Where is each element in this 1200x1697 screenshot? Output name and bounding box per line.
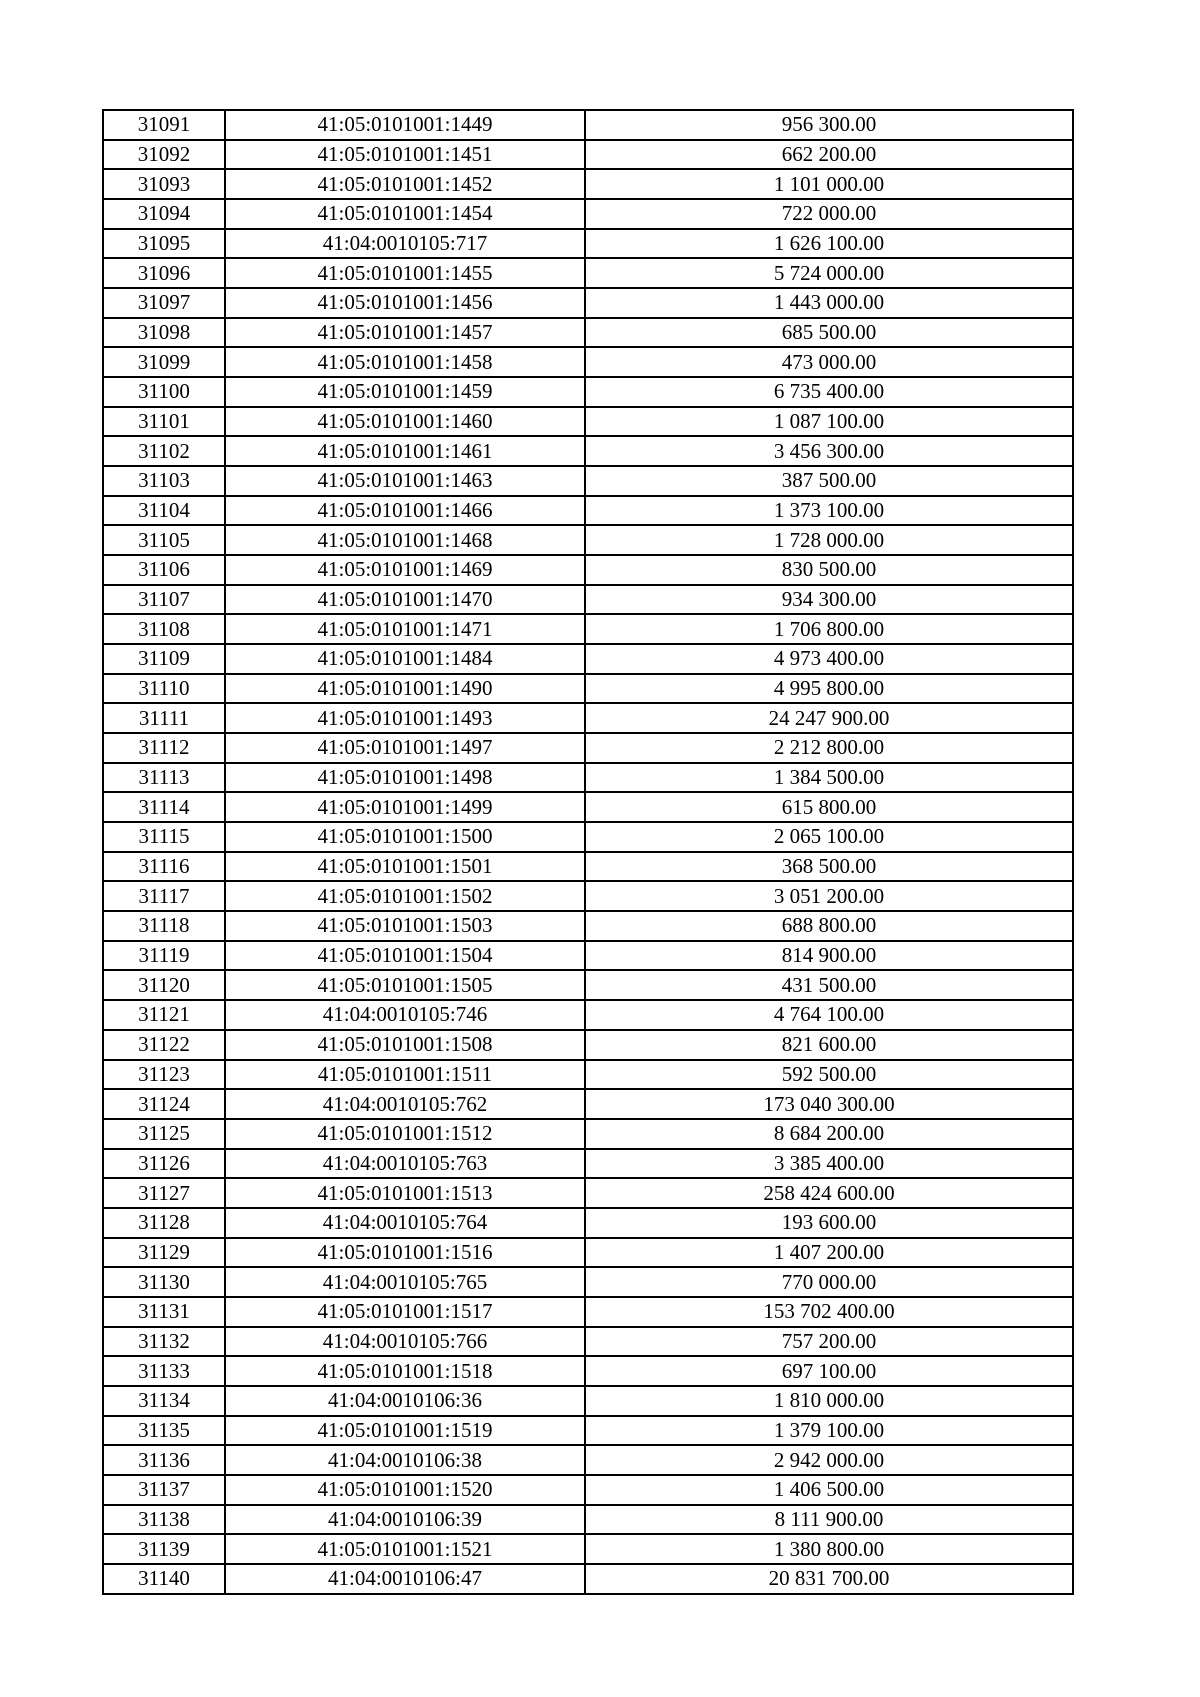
- row-number-cell: 31126: [103, 1149, 225, 1179]
- cadastral-value-cell: 1 443 000.00: [585, 288, 1073, 318]
- cadastral-number-cell: 41:04:0010105:763: [225, 1149, 585, 1179]
- table-row: [103, 1386, 1073, 1416]
- cadastral-number-cell: 41:04:0010106:38: [225, 1445, 585, 1475]
- cadastral-value-table: [102, 109, 1074, 1595]
- cadastral-value-cell: 1 373 100.00: [585, 496, 1073, 526]
- cadastral-value-cell: 592 500.00: [585, 1060, 1073, 1090]
- cadastral-value-cell: 3 456 300.00: [585, 436, 1073, 466]
- row-number-cell: 31096: [103, 258, 225, 288]
- row-number-cell: 31120: [103, 970, 225, 1000]
- row-number-cell: 31123: [103, 1060, 225, 1090]
- cadastral-number-cell: 41:05:0101001:1468: [225, 525, 585, 555]
- row-number-cell: 31097: [103, 288, 225, 318]
- table-row: [103, 1445, 1073, 1475]
- cadastral-number-cell: 41:04:0010106:39: [225, 1505, 585, 1535]
- table-row: [103, 1267, 1073, 1297]
- row-number-cell: 31132: [103, 1327, 225, 1357]
- row-number-cell: 31114: [103, 792, 225, 822]
- cadastral-number-cell: 41:05:0101001:1451: [225, 140, 585, 170]
- table-row: [103, 1000, 1073, 1030]
- cadastral-value-cell: 368 500.00: [585, 852, 1073, 882]
- table-row: [103, 970, 1073, 1000]
- cadastral-value-cell: 615 800.00: [585, 792, 1073, 822]
- table-row: [103, 1416, 1073, 1446]
- table-row: [103, 525, 1073, 555]
- cadastral-value-cell: 6 735 400.00: [585, 377, 1073, 407]
- cadastral-value-cell: 685 500.00: [585, 318, 1073, 348]
- cadastral-number-cell: 41:05:0101001:1457: [225, 318, 585, 348]
- row-number-cell: 31119: [103, 941, 225, 971]
- row-number-cell: 31092: [103, 140, 225, 170]
- cadastral-value-cell: 4 995 800.00: [585, 674, 1073, 704]
- cadastral-number-cell: 41:05:0101001:1490: [225, 674, 585, 704]
- cadastral-value-cell: 1 379 100.00: [585, 1416, 1073, 1446]
- cadastral-value-cell: 697 100.00: [585, 1356, 1073, 1386]
- table-row: [103, 1505, 1073, 1535]
- table-row: [103, 822, 1073, 852]
- cadastral-number-cell: 41:05:0101001:1449: [225, 110, 585, 140]
- table-row: [103, 1238, 1073, 1268]
- cadastral-number-cell: 41:05:0101001:1454: [225, 199, 585, 229]
- row-number-cell: 31137: [103, 1475, 225, 1505]
- table-row: [103, 1089, 1073, 1119]
- cadastral-value-cell: 956 300.00: [585, 110, 1073, 140]
- cadastral-value-cell: 2 942 000.00: [585, 1445, 1073, 1475]
- table-row: [103, 288, 1073, 318]
- cadastral-value-cell: 473 000.00: [585, 347, 1073, 377]
- cadastral-number-cell: 41:05:0101001:1459: [225, 377, 585, 407]
- row-number-cell: 31099: [103, 347, 225, 377]
- table-row: [103, 169, 1073, 199]
- table-row: [103, 140, 1073, 170]
- cadastral-number-cell: 41:05:0101001:1493: [225, 703, 585, 733]
- cadastral-value-cell: 4 973 400.00: [585, 644, 1073, 674]
- table-row: [103, 1119, 1073, 1149]
- row-number-cell: 31103: [103, 466, 225, 496]
- row-number-cell: 31110: [103, 674, 225, 704]
- cadastral-number-cell: 41:05:0101001:1470: [225, 585, 585, 615]
- cadastral-number-cell: 41:05:0101001:1501: [225, 852, 585, 882]
- cadastral-value-cell: 830 500.00: [585, 555, 1073, 585]
- row-number-cell: 31121: [103, 1000, 225, 1030]
- row-number-cell: 31127: [103, 1178, 225, 1208]
- table-row: [103, 347, 1073, 377]
- cadastral-number-cell: 41:04:0010105:764: [225, 1208, 585, 1238]
- table-row: [103, 1475, 1073, 1505]
- table-row: [103, 496, 1073, 526]
- table-body: [103, 110, 1073, 1594]
- cadastral-number-cell: 41:04:0010105:762: [225, 1089, 585, 1119]
- row-number-cell: 31094: [103, 199, 225, 229]
- table-row: [103, 377, 1073, 407]
- cadastral-value-cell: 1 810 000.00: [585, 1386, 1073, 1416]
- table-row: [103, 614, 1073, 644]
- cadastral-value-cell: 1 406 500.00: [585, 1475, 1073, 1505]
- row-number-cell: 31131: [103, 1297, 225, 1327]
- table-row: [103, 674, 1073, 704]
- row-number-cell: 31125: [103, 1119, 225, 1149]
- cadastral-number-cell: 41:05:0101001:1508: [225, 1030, 585, 1060]
- cadastral-value-cell: 5 724 000.00: [585, 258, 1073, 288]
- cadastral-number-cell: 41:05:0101001:1466: [225, 496, 585, 526]
- row-number-cell: 31136: [103, 1445, 225, 1475]
- row-number-cell: 31109: [103, 644, 225, 674]
- cadastral-number-cell: 41:04:0010106:36: [225, 1386, 585, 1416]
- cadastral-value-cell: 814 900.00: [585, 941, 1073, 971]
- cadastral-number-cell: 41:05:0101001:1518: [225, 1356, 585, 1386]
- cadastral-number-cell: 41:05:0101001:1520: [225, 1475, 585, 1505]
- cadastral-number-cell: 41:05:0101001:1502: [225, 881, 585, 911]
- row-number-cell: 31124: [103, 1089, 225, 1119]
- row-number-cell: 31105: [103, 525, 225, 555]
- table-row: [103, 318, 1073, 348]
- cadastral-number-cell: 41:05:0101001:1517: [225, 1297, 585, 1327]
- cadastral-value-cell: 1 407 200.00: [585, 1238, 1073, 1268]
- cadastral-value-cell: 821 600.00: [585, 1030, 1073, 1060]
- cadastral-value-cell: 8 684 200.00: [585, 1119, 1073, 1149]
- row-number-cell: 31128: [103, 1208, 225, 1238]
- row-number-cell: 31091: [103, 110, 225, 140]
- cadastral-value-cell: 722 000.00: [585, 199, 1073, 229]
- cadastral-number-cell: 41:05:0101001:1511: [225, 1060, 585, 1090]
- cadastral-value-cell: 431 500.00: [585, 970, 1073, 1000]
- cadastral-number-cell: 41:05:0101001:1463: [225, 466, 585, 496]
- cadastral-number-cell: 41:05:0101001:1469: [225, 555, 585, 585]
- table-row: [103, 1534, 1073, 1564]
- cadastral-value-cell: 1 087 100.00: [585, 407, 1073, 437]
- table-row: [103, 555, 1073, 585]
- row-number-cell: 31139: [103, 1534, 225, 1564]
- cadastral-number-cell: 41:05:0101001:1497: [225, 733, 585, 763]
- cadastral-value-cell: 688 800.00: [585, 911, 1073, 941]
- row-number-cell: 31116: [103, 852, 225, 882]
- cadastral-number-cell: 41:05:0101001:1456: [225, 288, 585, 318]
- cadastral-number-cell: 41:04:0010106:47: [225, 1564, 585, 1594]
- row-number-cell: 31134: [103, 1386, 225, 1416]
- cadastral-number-cell: 41:05:0101001:1452: [225, 169, 585, 199]
- cadastral-value-cell: 757 200.00: [585, 1327, 1073, 1357]
- row-number-cell: 31140: [103, 1564, 225, 1594]
- row-number-cell: 31095: [103, 229, 225, 259]
- table-row: [103, 1356, 1073, 1386]
- cadastral-value-cell: 8 111 900.00: [585, 1505, 1073, 1535]
- cadastral-number-cell: 41:04:0010105:766: [225, 1327, 585, 1357]
- cadastral-value-cell: 662 200.00: [585, 140, 1073, 170]
- table-row: [103, 466, 1073, 496]
- cadastral-number-cell: 41:05:0101001:1513: [225, 1178, 585, 1208]
- table-row: [103, 852, 1073, 882]
- cadastral-number-cell: 41:05:0101001:1471: [225, 614, 585, 644]
- cadastral-value-cell: 258 424 600.00: [585, 1178, 1073, 1208]
- table-row: [103, 792, 1073, 822]
- cadastral-number-cell: 41:05:0101001:1461: [225, 436, 585, 466]
- table-row: [103, 110, 1073, 140]
- cadastral-value-cell: 1 706 800.00: [585, 614, 1073, 644]
- cadastral-number-cell: 41:05:0101001:1503: [225, 911, 585, 941]
- cadastral-value-cell: 1 728 000.00: [585, 525, 1073, 555]
- row-number-cell: 31115: [103, 822, 225, 852]
- cadastral-value-cell: 387 500.00: [585, 466, 1073, 496]
- cadastral-number-cell: 41:05:0101001:1512: [225, 1119, 585, 1149]
- table-row: [103, 881, 1073, 911]
- cadastral-value-cell: 3 385 400.00: [585, 1149, 1073, 1179]
- table-row: [103, 941, 1073, 971]
- cadastral-value-cell: 20 831 700.00: [585, 1564, 1073, 1594]
- table-row: [103, 1297, 1073, 1327]
- table-row: [103, 1030, 1073, 1060]
- cadastral-value-cell: 2 212 800.00: [585, 733, 1073, 763]
- row-number-cell: 31113: [103, 763, 225, 793]
- row-number-cell: 31102: [103, 436, 225, 466]
- table-row: [103, 1208, 1073, 1238]
- cadastral-value-cell: 3 051 200.00: [585, 881, 1073, 911]
- cadastral-number-cell: 41:04:0010105:746: [225, 1000, 585, 1030]
- cadastral-number-cell: 41:05:0101001:1460: [225, 407, 585, 437]
- cadastral-value-cell: 4 764 100.00: [585, 1000, 1073, 1030]
- cadastral-number-cell: 41:04:0010105:765: [225, 1267, 585, 1297]
- cadastral-number-cell: 41:04:0010105:717: [225, 229, 585, 259]
- table-row: [103, 1149, 1073, 1179]
- table-row: [103, 1327, 1073, 1357]
- row-number-cell: 31129: [103, 1238, 225, 1268]
- row-number-cell: 31135: [103, 1416, 225, 1446]
- row-number-cell: 31112: [103, 733, 225, 763]
- cadastral-value-cell: 1 380 800.00: [585, 1534, 1073, 1564]
- table-row: [103, 644, 1073, 674]
- table-row: [103, 733, 1073, 763]
- row-number-cell: 31093: [103, 169, 225, 199]
- row-number-cell: 31133: [103, 1356, 225, 1386]
- cadastral-value-cell: 153 702 400.00: [585, 1297, 1073, 1327]
- table-row: [103, 229, 1073, 259]
- table-row: [103, 199, 1073, 229]
- table-row: [103, 1060, 1073, 1090]
- row-number-cell: 31138: [103, 1505, 225, 1535]
- row-number-cell: 31111: [103, 703, 225, 733]
- cadastral-value-cell: 1 626 100.00: [585, 229, 1073, 259]
- cadastral-value-cell: 1 101 000.00: [585, 169, 1073, 199]
- row-number-cell: 31130: [103, 1267, 225, 1297]
- cadastral-number-cell: 41:05:0101001:1519: [225, 1416, 585, 1446]
- row-number-cell: 31104: [103, 496, 225, 526]
- cadastral-number-cell: 41:05:0101001:1500: [225, 822, 585, 852]
- row-number-cell: 31101: [103, 407, 225, 437]
- cadastral-number-cell: 41:05:0101001:1499: [225, 792, 585, 822]
- row-number-cell: 31118: [103, 911, 225, 941]
- cadastral-value-cell: 770 000.00: [585, 1267, 1073, 1297]
- cadastral-number-cell: 41:05:0101001:1455: [225, 258, 585, 288]
- table-row: [103, 258, 1073, 288]
- cadastral-number-cell: 41:05:0101001:1521: [225, 1534, 585, 1564]
- cadastral-value-cell: 173 040 300.00: [585, 1089, 1073, 1119]
- row-number-cell: 31098: [103, 318, 225, 348]
- cadastral-number-cell: 41:05:0101001:1504: [225, 941, 585, 971]
- cadastral-value-cell: 2 065 100.00: [585, 822, 1073, 852]
- row-number-cell: 31122: [103, 1030, 225, 1060]
- table-row: [103, 585, 1073, 615]
- row-number-cell: 31107: [103, 585, 225, 615]
- table-row: [103, 763, 1073, 793]
- cadastral-number-cell: 41:05:0101001:1484: [225, 644, 585, 674]
- row-number-cell: 31100: [103, 377, 225, 407]
- cadastral-number-cell: 41:05:0101001:1516: [225, 1238, 585, 1268]
- cadastral-value-cell: 193 600.00: [585, 1208, 1073, 1238]
- cadastral-value-cell: 24 247 900.00: [585, 703, 1073, 733]
- cadastral-value-cell: 934 300.00: [585, 585, 1073, 615]
- table-row: [103, 1564, 1073, 1594]
- table-row: [103, 407, 1073, 437]
- table-row: [103, 703, 1073, 733]
- table-row: [103, 436, 1073, 466]
- table-row: [103, 911, 1073, 941]
- row-number-cell: 31117: [103, 881, 225, 911]
- cadastral-number-cell: 41:05:0101001:1505: [225, 970, 585, 1000]
- table-row: [103, 1178, 1073, 1208]
- cadastral-number-cell: 41:05:0101001:1458: [225, 347, 585, 377]
- row-number-cell: 31108: [103, 614, 225, 644]
- cadastral-value-cell: 1 384 500.00: [585, 763, 1073, 793]
- row-number-cell: 31106: [103, 555, 225, 585]
- cadastral-number-cell: 41:05:0101001:1498: [225, 763, 585, 793]
